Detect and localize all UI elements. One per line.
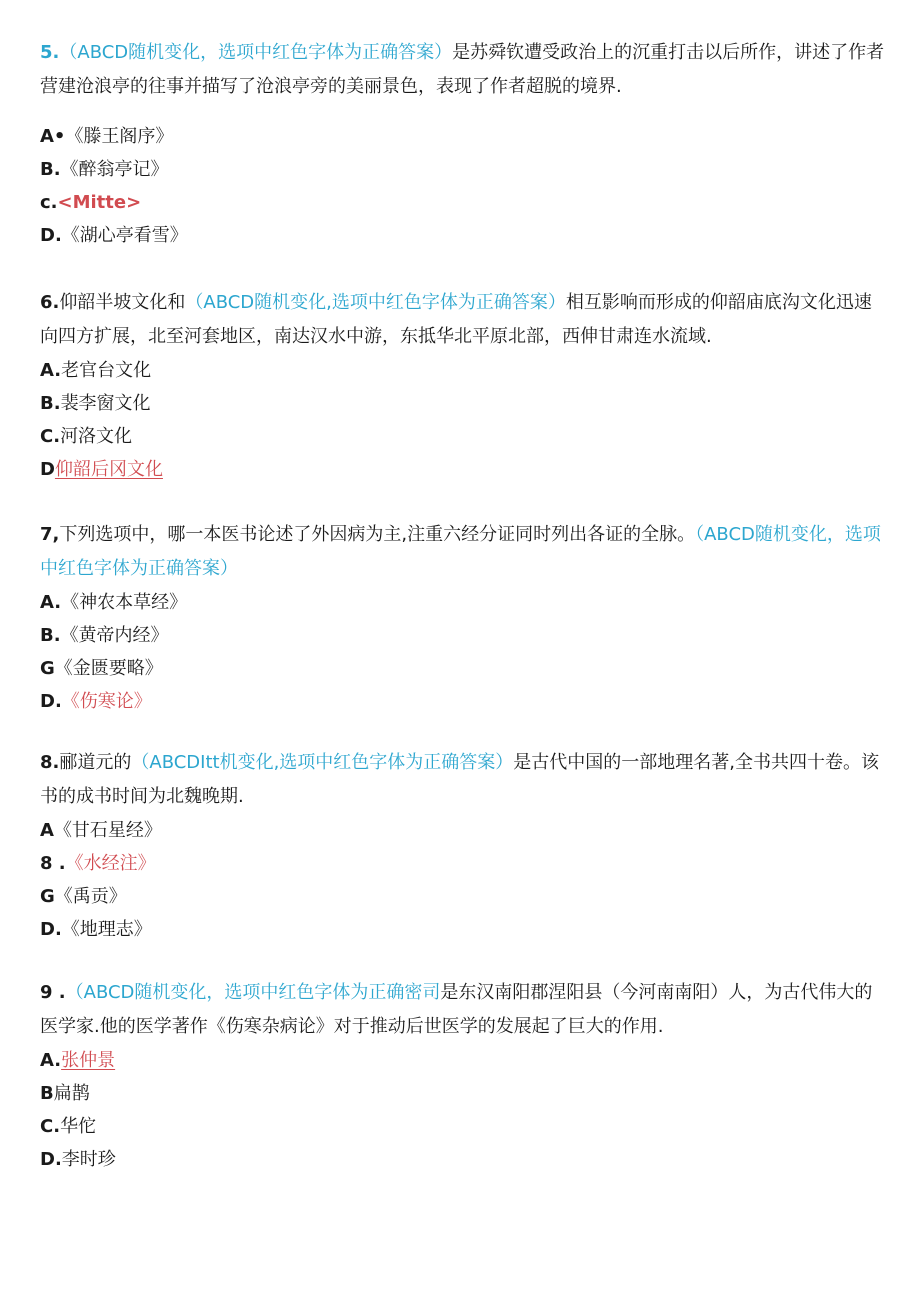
option-b bbox=[40, 387, 885, 420]
option-text: 扁鹊 bbox=[53, 1083, 90, 1104]
option-c bbox=[40, 420, 885, 453]
correct-option-text: 《水经注》 bbox=[65, 853, 156, 874]
option-letter: A. bbox=[40, 1050, 62, 1071]
option-text: 《地理志》 bbox=[61, 919, 152, 940]
option-letter: D. bbox=[40, 919, 62, 940]
option-letter: G bbox=[40, 658, 55, 679]
option-d-correct bbox=[40, 453, 885, 486]
option-a bbox=[40, 814, 885, 847]
question-number: 5. bbox=[40, 42, 60, 63]
option-letter: D. bbox=[40, 691, 62, 712]
stem-text: 是东汉南阳郡涅阳县（今河南南阳）人，为古代伟大的医学家.他的医学著作《伤寒杂病论》对于推动后世医学的发展起了巨大的作用. bbox=[40, 982, 873, 1037]
question-stem bbox=[40, 286, 885, 354]
option-text: 李时珍 bbox=[61, 1149, 116, 1170]
stem-text-pre: 下列选项中，哪一本医书论述了外因病为主,注重六经分证同时列出各证的全脉。 bbox=[59, 524, 696, 545]
stem-text-pre: 仰韶半坡文化和 bbox=[59, 292, 186, 313]
question-stem bbox=[40, 976, 885, 1044]
question-number: 9 . bbox=[40, 982, 66, 1003]
option-letter: B. bbox=[40, 393, 61, 414]
option-a bbox=[40, 120, 885, 153]
option-text: 《禹贡》 bbox=[54, 886, 127, 907]
option-text: 河洛文化 bbox=[60, 426, 133, 447]
option-letter: 8 . bbox=[40, 853, 66, 874]
option-text: 老官台文化 bbox=[61, 360, 152, 381]
option-letter: G bbox=[40, 886, 55, 907]
option-c bbox=[40, 652, 885, 685]
correct-option-text: 仰韶后冈文化 bbox=[54, 459, 163, 480]
answer-hint: （ABCD随机变化，选项中红色字体为正确密司 bbox=[65, 982, 441, 1003]
option-text: 《醉翁亭记》 bbox=[60, 159, 169, 180]
option-letter: B. bbox=[40, 625, 61, 646]
option-letter: A• bbox=[40, 126, 66, 147]
question-5 bbox=[40, 36, 885, 252]
option-c-correct bbox=[40, 186, 885, 219]
option-text: 《滕王阁序》 bbox=[65, 126, 174, 147]
option-text: 《甘石星经》 bbox=[53, 820, 162, 841]
stem-text: 相互影响而形成的仰韶庙底沟文化迅速向四方扩展，北至河套地区，南达汉水中游，东抵华北平原北部，西伸甘肃连水流域. bbox=[40, 292, 872, 347]
option-b bbox=[40, 619, 885, 652]
option-letter: c. bbox=[40, 192, 58, 213]
answer-hint: （ABCDItt机变化,选项中红色字体为正确答案） bbox=[131, 752, 514, 773]
stem-text-pre: 郦道元的 bbox=[59, 752, 132, 773]
option-letter: D. bbox=[40, 225, 62, 246]
option-text: 《神农本草经》 bbox=[61, 592, 188, 613]
question-7 bbox=[40, 518, 885, 718]
option-letter: B. bbox=[40, 159, 61, 180]
option-letter: C. bbox=[40, 426, 61, 447]
correct-option-text: 《伤寒论》 bbox=[61, 691, 152, 712]
option-letter: C. bbox=[40, 1116, 61, 1137]
option-a bbox=[40, 586, 885, 619]
option-b bbox=[40, 153, 885, 186]
option-b bbox=[40, 1077, 885, 1110]
question-number: 6. bbox=[40, 292, 60, 313]
option-letter: B bbox=[40, 1083, 54, 1104]
correct-option-text: <Mitte> bbox=[57, 192, 142, 213]
option-text: 《金匮要略》 bbox=[54, 658, 163, 679]
correct-option-text: 张仲景 bbox=[61, 1050, 116, 1071]
option-a bbox=[40, 354, 885, 387]
option-d bbox=[40, 219, 885, 252]
stem-text: 是古代中国的一部地理名著,全书共四十卷。该书的成书时间为北魏晚期. bbox=[40, 752, 880, 807]
question-8 bbox=[40, 746, 885, 946]
option-text: 《湖心亭看雪》 bbox=[61, 225, 188, 246]
question-6 bbox=[40, 286, 885, 486]
question-stem bbox=[40, 518, 885, 586]
question-stem bbox=[40, 746, 885, 814]
option-d bbox=[40, 1143, 885, 1176]
option-letter: A. bbox=[40, 360, 62, 381]
answer-hint: （ABCD随机变化,选项中红色字体为正确答案） bbox=[185, 292, 566, 313]
option-letter: A bbox=[40, 820, 54, 841]
option-d bbox=[40, 913, 885, 946]
stem-text: 是苏舜钦遭受政治上的沉重打击以后所作，讲述了作者营建沧浪亭的往事并描写了沧浪亭旁的美丽景色，表现了作者超脱的境界. bbox=[40, 42, 885, 97]
question-9 bbox=[40, 976, 885, 1176]
option-letter: D. bbox=[40, 1149, 62, 1170]
option-c bbox=[40, 880, 885, 913]
option-letter: D bbox=[40, 459, 55, 480]
option-c bbox=[40, 1110, 885, 1143]
option-text: 《黄帝内经》 bbox=[60, 625, 169, 646]
option-text: 裴李窗文化 bbox=[60, 393, 151, 414]
option-b-correct bbox=[40, 847, 885, 880]
question-stem bbox=[40, 36, 885, 104]
option-a-correct bbox=[40, 1044, 885, 1077]
answer-hint: （ABCD随机变化，选项中红色字体为正确答案） bbox=[40, 524, 881, 579]
answer-hint: （ABCD随机变化，选项中红色字体为正确答案） bbox=[59, 42, 453, 63]
option-letter: A. bbox=[40, 592, 62, 613]
question-number: 7, bbox=[40, 524, 60, 545]
question-number: 8. bbox=[40, 752, 60, 773]
option-text: 华佗 bbox=[60, 1116, 97, 1137]
option-d-correct bbox=[40, 685, 885, 718]
